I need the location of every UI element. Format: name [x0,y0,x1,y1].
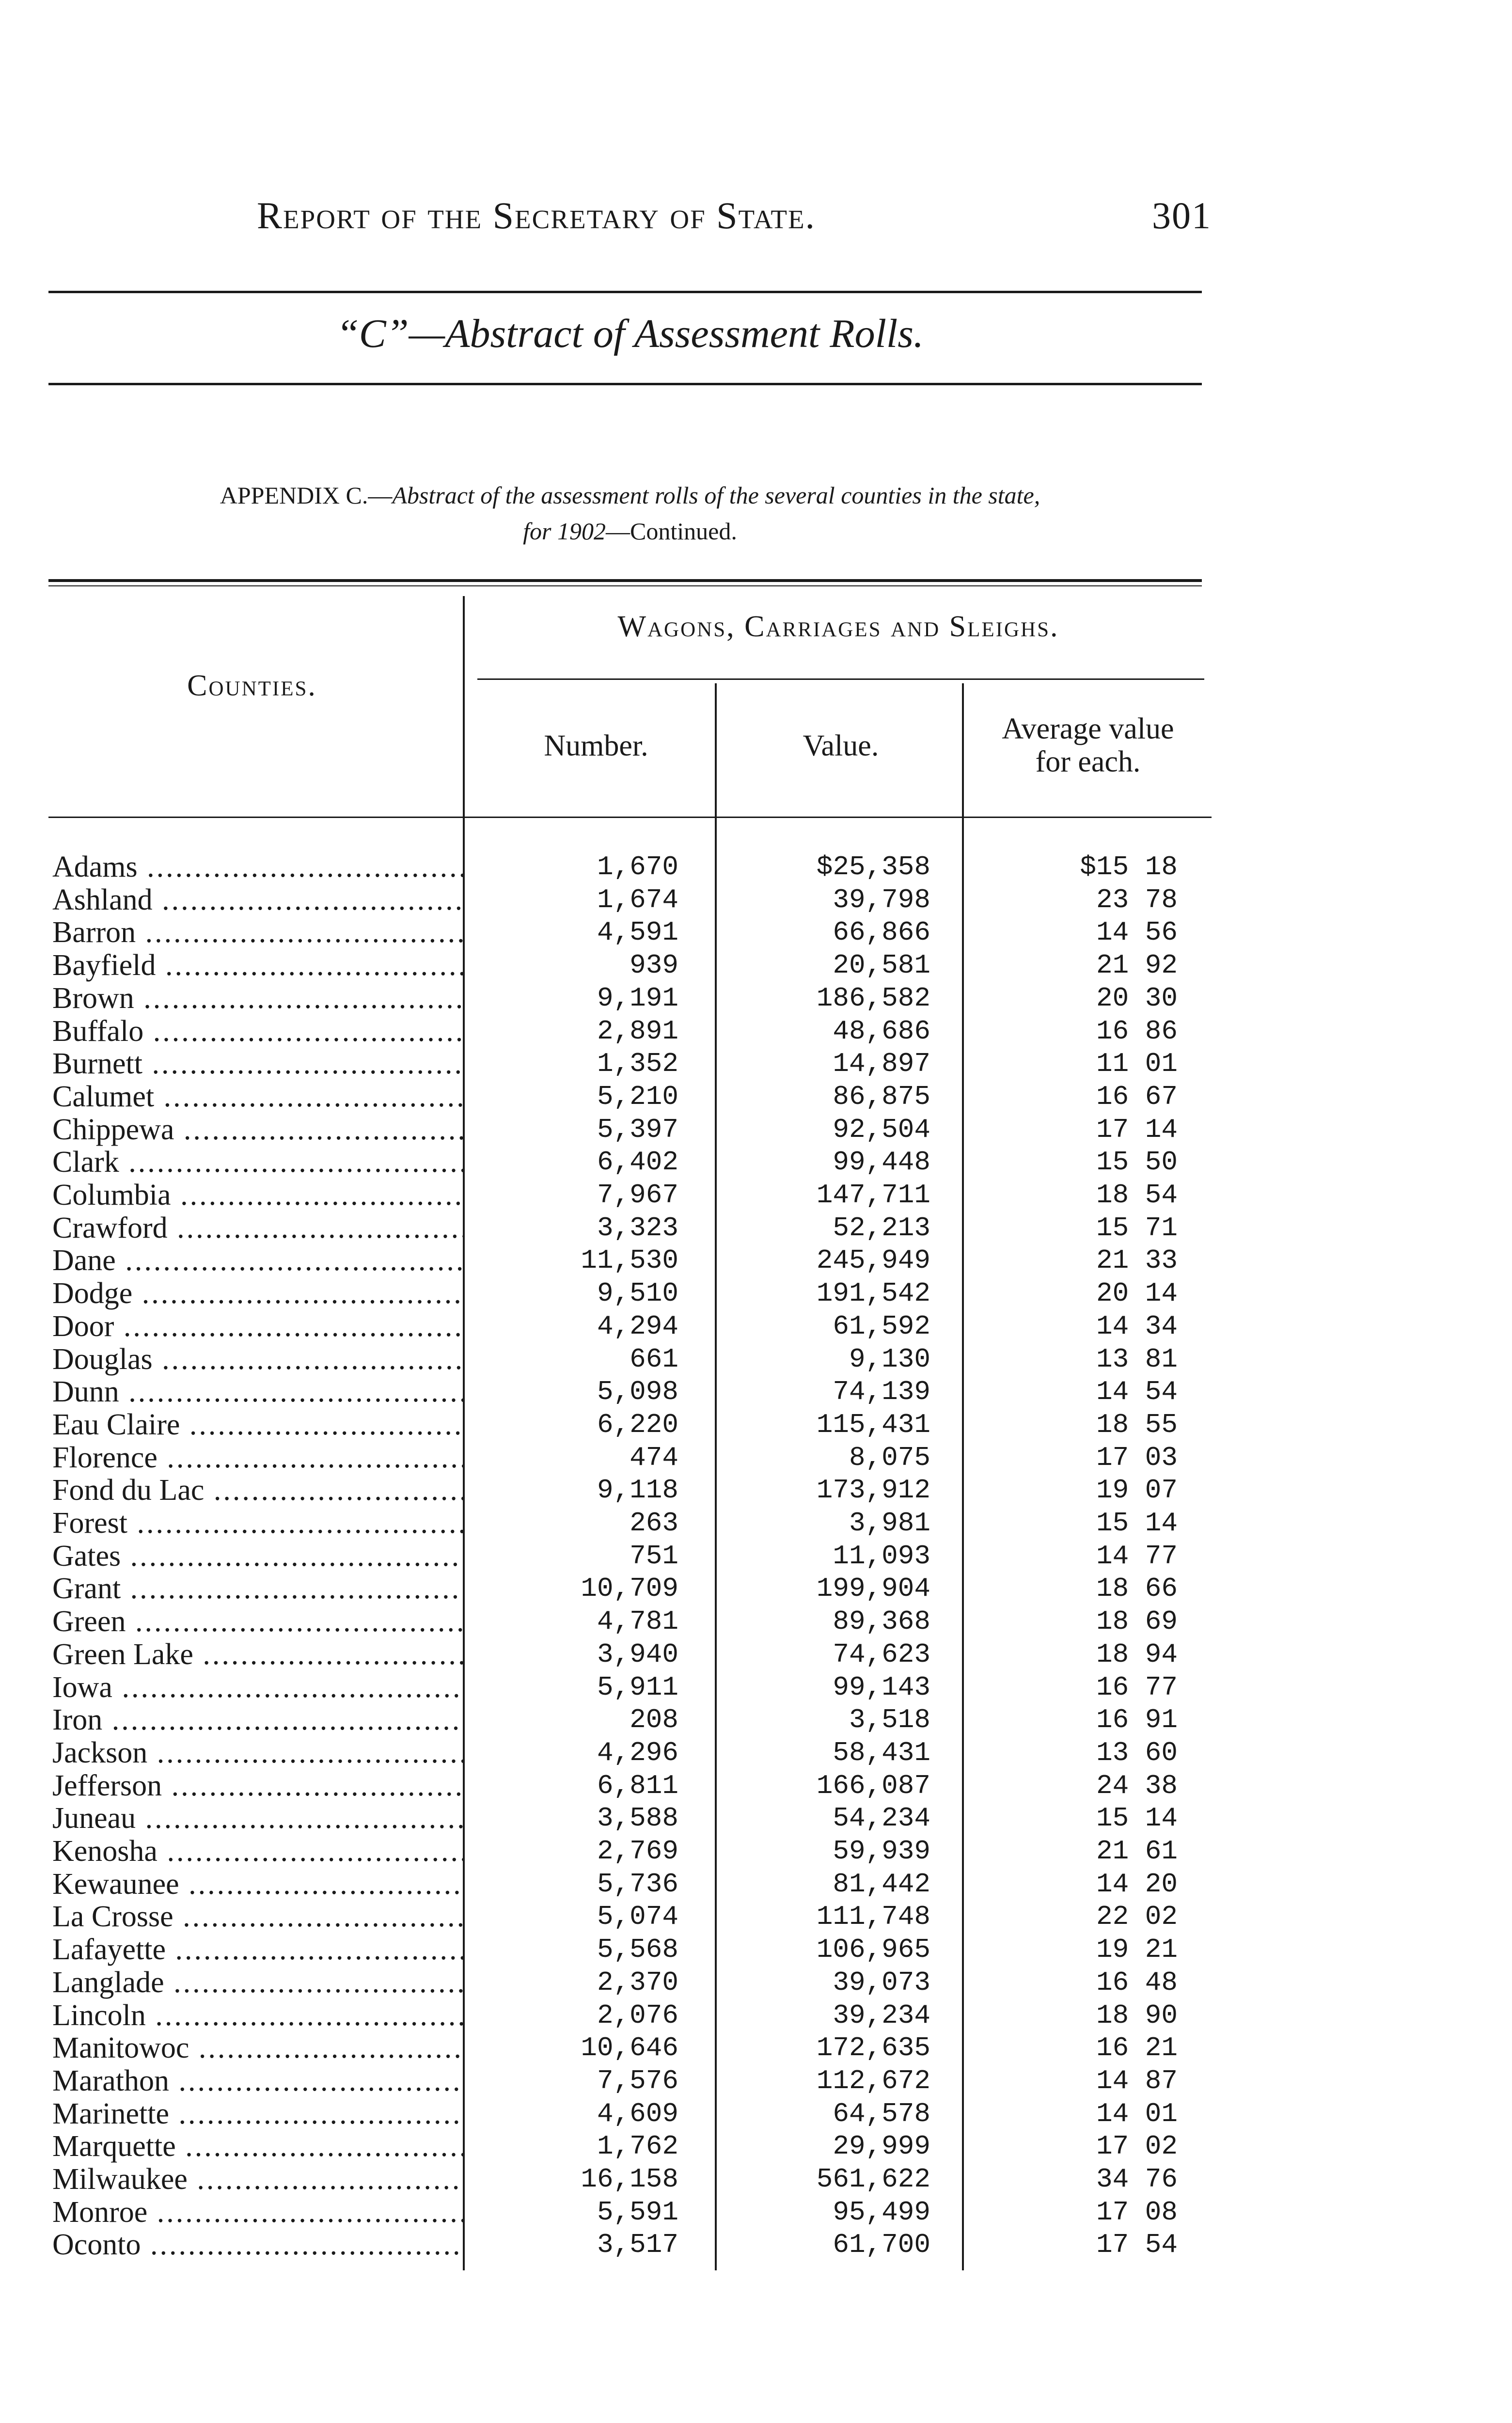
number-cell: 4,294 [597,1311,678,1342]
value-cell: 64,578 [833,2098,930,2129]
county-name: Calumet ..... [52,1080,464,1113]
table-row [0,1015,1512,1048]
average-cell: 15 50 [1096,1147,1178,1178]
table-row [0,916,1512,949]
number-cell: 4,296 [597,1737,678,1768]
table-row [0,1507,1512,1540]
county-name: Iowa ..... [52,1671,464,1704]
county-name: Kenosha ..... [52,1835,464,1868]
county-name: Ashland ..... [52,883,464,916]
number-cell: 5,397 [597,1114,678,1145]
table-row [0,1572,1512,1605]
number-cell: 5,591 [597,2197,678,2228]
value-cell: 245,949 [816,1245,930,1276]
number-cell: 1,670 [597,851,678,882]
average-cell: 17 03 [1096,1442,1178,1473]
table-row [0,1671,1512,1704]
number-cell: 6,402 [597,1147,678,1178]
table-row [0,1769,1512,1802]
rule-table-top-thin [48,585,1202,586]
county-name: Jackson ..... [52,1736,464,1769]
number-cell: 3,940 [597,1639,678,1670]
value-cell: 8,075 [849,1442,930,1473]
number-cell: 3,517 [597,2229,678,2260]
value-cell: 199,904 [816,1573,930,1604]
table-row [0,949,1512,982]
table-row [0,1868,1512,1901]
average-cell: 14 54 [1096,1376,1178,1407]
county-name: Door ..... [52,1310,464,1343]
average-cell: 19 07 [1096,1475,1178,1506]
rule-below-subtitle [48,383,1202,385]
average-cell: 16 48 [1096,1967,1178,1998]
value-cell: 52,213 [833,1212,930,1243]
value-cell: 14,897 [833,1048,930,1079]
table-row [0,1835,1512,1868]
average-cell: 18 66 [1096,1573,1178,1604]
value-cell: 86,875 [833,1081,930,1112]
value-cell: 172,635 [816,2032,930,2063]
number-cell: 2,076 [597,2000,678,2031]
column-header-value: Value. [803,729,879,762]
number-cell: 4,591 [597,917,678,948]
number-cell: 1,762 [597,2131,678,2162]
county-name: Florence ..... [52,1441,464,1474]
section-subtitle: “C”—Abstract of Assessment Rolls. [336,311,924,356]
table-row [0,1441,1512,1474]
number-cell: 263 [630,1508,678,1539]
table-row [0,1900,1512,1933]
average-cell: 24 38 [1096,1770,1178,1801]
value-cell: 74,139 [833,1376,930,1407]
average-cell: 15 14 [1096,1508,1178,1539]
value-cell: 58,431 [833,1737,930,1768]
county-name: Brown ..... [52,982,464,1015]
number-cell: 16,158 [581,2164,678,2195]
value-cell: 92,504 [833,1114,930,1145]
column-header-average-line1: Average value [1002,712,1174,745]
appendix-text-line1: Abstract of the assessment rolls of the several counties in the state, [392,482,1040,509]
county-name: Kewaunee ..... [52,1868,464,1901]
group-header: Wagons, Carriages and Sleighs. [617,610,1059,643]
number-cell: 9,191 [597,983,678,1014]
table-row [0,1999,1512,2032]
value-cell: 20,581 [833,950,930,981]
county-name: Marquette ..... [52,2130,464,2163]
number-cell: 7,576 [597,2065,678,2096]
number-cell: 208 [630,1704,678,1735]
average-cell: 19 21 [1096,1934,1178,1965]
average-cell: 34 76 [1096,2164,1178,2195]
appendix-caption [48,477,1212,549]
number-cell: 4,781 [597,1606,678,1637]
value-cell: $25,358 [816,851,930,882]
value-cell: 81,442 [833,1869,930,1900]
table-row [0,1703,1512,1736]
average-cell: 21 33 [1096,1245,1178,1276]
county-name: Marathon ..... [52,2064,464,2097]
average-cell: 18 54 [1096,1180,1178,1211]
value-cell: 39,798 [833,884,930,915]
number-cell: 10,709 [581,1573,678,1604]
average-cell: 14 01 [1096,2098,1178,2129]
value-cell: 112,672 [816,2065,930,2096]
value-cell: 111,748 [816,1901,930,1932]
average-cell: 16 21 [1096,2032,1178,2063]
table-row [0,2228,1512,2261]
number-cell: 1,674 [597,884,678,915]
county-name: Forest ..... [52,1507,464,1540]
table-row [0,1113,1512,1146]
value-cell: 99,143 [833,1672,930,1703]
value-cell: 3,518 [849,1704,930,1735]
county-name: Barron ..... [52,916,464,949]
average-cell: 17 54 [1096,2229,1178,2260]
average-cell: 23 78 [1096,884,1178,915]
value-cell: 3,981 [849,1508,930,1539]
average-cell: 15 71 [1096,1212,1178,1243]
average-cell: 14 87 [1096,2065,1178,2096]
county-name: Adams ..... [52,850,464,883]
value-cell: 39,073 [833,1967,930,1998]
number-cell: 3,588 [597,1803,678,1834]
table-row [0,2196,1512,2229]
table-row [0,850,1512,883]
number-cell: 7,967 [597,1180,678,1211]
value-cell: 61,592 [833,1311,930,1342]
county-name: Crawford ..... [52,1212,464,1244]
counties-header: Counties. [187,669,317,702]
value-cell: 48,686 [833,1016,930,1047]
column-header-average [964,712,1212,778]
appendix-label: APPENDIX C.— [220,482,393,509]
table-row [0,2097,1512,2130]
number-cell: 5,736 [597,1869,678,1900]
table-row [0,1605,1512,1638]
value-cell: 54,234 [833,1803,930,1834]
average-cell: 13 60 [1096,1737,1178,1768]
average-cell: 16 67 [1096,1081,1178,1112]
number-cell: 474 [630,1442,678,1473]
average-cell: 18 94 [1096,1639,1178,1670]
table-row [0,2064,1512,2097]
table-row [0,2163,1512,2196]
table-row [0,1244,1512,1277]
value-cell: 59,939 [833,1836,930,1867]
county-name: Burnett ..... [52,1047,464,1080]
value-cell: 115,431 [816,1409,930,1440]
county-name: Dane ..... [52,1244,464,1277]
average-cell: 15 14 [1096,1803,1178,1834]
county-name: Iron ..... [52,1703,464,1736]
page-number: 301 [1152,194,1212,236]
average-cell: 18 90 [1096,2000,1178,2031]
value-cell: 173,912 [816,1475,930,1506]
county-name: Jefferson ..... [52,1769,464,1802]
number-cell: 1,352 [597,1048,678,1079]
value-cell: 61,700 [833,2229,930,2260]
average-cell: 20 14 [1096,1278,1178,1309]
average-cell: 11 01 [1096,1048,1178,1079]
value-cell: 147,711 [816,1180,930,1211]
running-head-title: Report of the Secretary of State. [257,194,816,236]
rule-top [48,291,1202,293]
appendix-year: for 1902 [523,518,606,545]
number-cell: 4,609 [597,2098,678,2129]
average-cell: 14 20 [1096,1869,1178,1900]
table-row [0,1802,1512,1835]
average-cell: 17 14 [1096,1114,1178,1145]
average-cell: $15 18 [1080,851,1178,882]
number-cell: 10,646 [581,2032,678,2063]
number-cell: 3,323 [597,1212,678,1243]
average-cell: 21 92 [1096,950,1178,981]
value-cell: 29,999 [833,2131,930,2162]
number-cell: 2,891 [597,1016,678,1047]
county-name: Eau Claire ..... [52,1408,464,1441]
value-cell: 561,622 [816,2164,930,2195]
average-cell: 17 08 [1096,2197,1178,2228]
table-row [0,1179,1512,1212]
number-cell: 2,370 [597,1967,678,1998]
county-name: Dunn ..... [52,1375,464,1408]
county-name: Clark ..... [52,1146,464,1179]
number-cell: 5,911 [597,1672,678,1703]
county-name: Manitowoc ..... [52,2031,464,2064]
value-cell: 74,623 [833,1639,930,1670]
average-cell: 16 77 [1096,1672,1178,1703]
appendix-caption-line2 [48,513,1212,549]
county-name: Buffalo ..... [52,1015,464,1048]
table-row [0,1146,1512,1179]
average-cell: 16 86 [1096,1016,1178,1047]
table-row [0,1343,1512,1376]
average-cell: 18 55 [1096,1409,1178,1440]
table-row [0,1375,1512,1408]
column-header-number: Number. [544,729,648,762]
table-row [0,1966,1512,1999]
county-name: Green ..... [52,1605,464,1638]
county-name: Fond du Lac ..... [52,1474,464,1507]
table-row [0,2130,1512,2163]
rule-under-header [48,817,1212,818]
table-row [0,1540,1512,1573]
value-cell: 39,234 [833,2000,930,2031]
rule-under-group-header [477,678,1204,680]
appendix-continued: —Continued. [606,518,737,545]
average-cell: 16 91 [1096,1704,1178,1735]
average-cell: 20 30 [1096,983,1178,1014]
table-row [0,1638,1512,1671]
table-row [0,1277,1512,1310]
county-name: Grant ..... [52,1572,464,1605]
number-cell: 5,210 [597,1081,678,1112]
number-cell: 5,074 [597,1901,678,1932]
rule-table-top [48,579,1202,582]
county-name: Milwaukee ..... [52,2163,464,2196]
number-cell: 2,769 [597,1836,678,1867]
average-cell: 22 02 [1096,1901,1178,1932]
number-cell: 6,811 [597,1770,678,1801]
value-cell: 186,582 [816,983,930,1014]
average-cell: 18 69 [1096,1606,1178,1637]
average-cell: 14 56 [1096,917,1178,948]
table-row [0,1310,1512,1343]
county-name: Gates ..... [52,1540,464,1573]
table-row [0,2031,1512,2064]
value-cell: 106,965 [816,1934,930,1965]
value-cell: 9,130 [849,1344,930,1375]
county-name: Bayfield ..... [52,949,464,982]
number-cell: 5,098 [597,1376,678,1407]
county-name: Langlade ..... [52,1966,464,1999]
value-cell: 89,368 [833,1606,930,1637]
value-cell: 66,866 [833,917,930,948]
number-cell: 5,568 [597,1934,678,1965]
county-name: Columbia ..... [52,1179,464,1212]
county-name: Green Lake ..... [52,1638,464,1671]
number-cell: 9,510 [597,1278,678,1309]
value-cell: 166,087 [816,1770,930,1801]
average-cell: 14 34 [1096,1311,1178,1342]
county-name: Chippewa ..... [52,1113,464,1146]
table-row [0,982,1512,1015]
county-name: Lincoln ..... [52,1999,464,2032]
table-row [0,1474,1512,1507]
number-cell: 6,220 [597,1409,678,1440]
table-row [0,883,1512,916]
county-name: Douglas ..... [52,1343,464,1376]
number-cell: 751 [630,1541,678,1572]
average-cell: 17 02 [1096,2131,1178,2162]
value-cell: 99,448 [833,1147,930,1178]
average-cell: 14 77 [1096,1541,1178,1572]
value-cell: 191,542 [816,1278,930,1309]
value-cell: 95,499 [833,2197,930,2228]
number-cell: 11,530 [581,1245,678,1276]
county-name: Lafayette ..... [52,1933,464,1966]
appendix-caption-line1 [48,477,1212,513]
table-row [0,1933,1512,1966]
table-row [0,1736,1512,1769]
number-cell: 9,118 [597,1475,678,1506]
county-name: La Crosse ..... [52,1900,464,1933]
table-row [0,1080,1512,1113]
number-cell: 939 [630,950,678,981]
county-name: Juneau ..... [52,1802,464,1835]
county-name: Oconto ..... [52,2228,464,2261]
average-cell: 21 61 [1096,1836,1178,1867]
table-row [0,1212,1512,1244]
table-row [0,1408,1512,1441]
column-header-average-line2: for each. [1035,745,1141,778]
county-name: Dodge ..... [52,1277,464,1310]
running-head [48,194,1212,247]
county-name: Marinette ..... [52,2097,464,2130]
table-row [0,1047,1512,1080]
number-cell: 661 [630,1344,678,1375]
value-cell: 11,093 [833,1541,930,1572]
average-cell: 13 81 [1096,1344,1178,1375]
county-name: Monroe ..... [52,2196,464,2229]
